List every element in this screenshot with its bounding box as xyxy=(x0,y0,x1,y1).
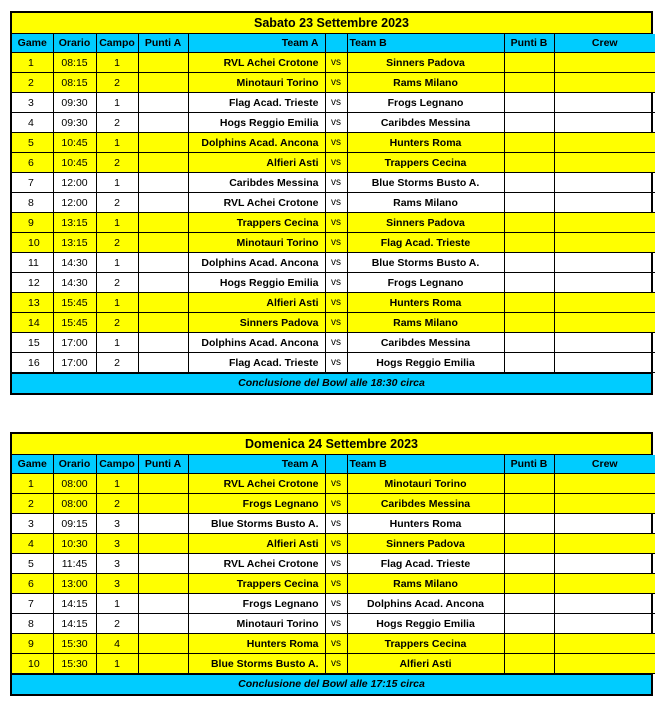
points-b-cell xyxy=(504,654,554,674)
team-a-cell: RVL Achei Crotone xyxy=(188,474,325,494)
header-points-b: Punti B xyxy=(504,455,554,474)
table-row xyxy=(12,614,655,634)
crew-cell xyxy=(554,213,655,233)
points-b-cell xyxy=(504,353,554,373)
game-number-cell: 10 xyxy=(12,233,53,253)
game-time-cell: 11:45 xyxy=(53,554,96,574)
team-b-cell: Caribdes Messina xyxy=(347,494,504,514)
points-b-cell xyxy=(504,93,554,113)
table-header-row xyxy=(12,34,655,53)
team-b-cell: Flag Acad. Trieste xyxy=(347,233,504,253)
table-row xyxy=(12,574,655,594)
team-a-cell: Blue Storms Busto A. xyxy=(188,514,325,534)
team-b-cell: Frogs Legnano xyxy=(347,93,504,113)
vs-cell: vs xyxy=(325,534,347,554)
points-a-cell xyxy=(138,654,188,674)
game-time-cell: 09:30 xyxy=(53,93,96,113)
game-number-cell: 4 xyxy=(12,534,53,554)
vs-cell: vs xyxy=(325,113,347,133)
vs-cell: vs xyxy=(325,614,347,634)
vs-cell: vs xyxy=(325,273,347,293)
game-field-cell: 4 xyxy=(96,634,138,654)
vs-cell: vs xyxy=(325,233,347,253)
points-b-cell xyxy=(504,133,554,153)
points-b-cell xyxy=(504,173,554,193)
game-number-cell: 6 xyxy=(12,574,53,594)
game-number-cell: 14 xyxy=(12,313,53,333)
header-crew: Crew xyxy=(554,455,655,474)
game-field-cell: 1 xyxy=(96,213,138,233)
game-field-cell: 3 xyxy=(96,514,138,534)
crew-cell xyxy=(554,133,655,153)
team-b-cell: Blue Storms Busto A. xyxy=(347,253,504,273)
points-b-cell xyxy=(504,193,554,213)
vs-cell: vs xyxy=(325,654,347,674)
game-number-cell: 9 xyxy=(12,213,53,233)
points-a-cell xyxy=(138,353,188,373)
crew-cell xyxy=(554,313,655,333)
game-time-cell: 13:15 xyxy=(53,213,96,233)
team-b-cell: Rams Milano xyxy=(347,313,504,333)
crew-cell xyxy=(554,273,655,293)
points-b-cell xyxy=(504,253,554,273)
game-field-cell: 1 xyxy=(96,654,138,674)
team-a-cell: Dolphins Acad. Ancona xyxy=(188,133,325,153)
vs-cell: vs xyxy=(325,173,347,193)
header-game: Game xyxy=(12,455,53,474)
header-points-a: Punti A xyxy=(138,455,188,474)
game-time-cell: 14:30 xyxy=(53,273,96,293)
games-body xyxy=(12,474,655,674)
points-a-cell xyxy=(138,153,188,173)
team-a-cell: Trappers Cecina xyxy=(188,213,325,233)
game-time-cell: 13:15 xyxy=(53,233,96,253)
game-field-cell: 3 xyxy=(96,534,138,554)
game-number-cell: 1 xyxy=(12,474,53,494)
vs-cell: vs xyxy=(325,554,347,574)
team-a-cell: Alfieri Asti xyxy=(188,153,325,173)
game-number-cell: 5 xyxy=(12,133,53,153)
points-b-cell xyxy=(504,614,554,634)
crew-cell xyxy=(554,233,655,253)
team-a-cell: RVL Achei Crotone xyxy=(188,554,325,574)
game-number-cell: 13 xyxy=(12,293,53,313)
game-time-cell: 09:30 xyxy=(53,113,96,133)
team-b-cell: Sinners Padova xyxy=(347,213,504,233)
crew-cell xyxy=(554,73,655,93)
team-a-cell: Trappers Cecina xyxy=(188,574,325,594)
points-b-cell xyxy=(504,213,554,233)
header-team-b: Team B xyxy=(347,455,504,474)
schedule-footer: Conclusione del Bowl alle 17:15 circa xyxy=(12,674,651,694)
game-number-cell: 11 xyxy=(12,253,53,273)
game-field-cell: 1 xyxy=(96,594,138,614)
table-row xyxy=(12,213,655,233)
points-a-cell xyxy=(138,193,188,213)
points-b-cell xyxy=(504,313,554,333)
vs-cell: vs xyxy=(325,574,347,594)
team-b-cell: Caribdes Messina xyxy=(347,113,504,133)
vs-cell: vs xyxy=(325,353,347,373)
table-row xyxy=(12,534,655,554)
team-a-cell: Sinners Padova xyxy=(188,313,325,333)
header-points-b: Punti B xyxy=(504,34,554,53)
points-b-cell xyxy=(504,273,554,293)
points-a-cell xyxy=(138,133,188,153)
team-a-cell: Minotauri Torino xyxy=(188,233,325,253)
points-a-cell xyxy=(138,594,188,614)
team-b-cell: Sinners Padova xyxy=(347,534,504,554)
crew-cell xyxy=(554,534,655,554)
team-a-cell: Hogs Reggio Emilia xyxy=(188,113,325,133)
team-a-cell: Flag Acad. Trieste xyxy=(188,93,325,113)
table-header-row xyxy=(12,455,655,474)
team-b-cell: Alfieri Asti xyxy=(347,654,504,674)
game-field-cell: 2 xyxy=(96,494,138,514)
game-field-cell: 2 xyxy=(96,273,138,293)
team-a-cell: RVL Achei Crotone xyxy=(188,53,325,73)
team-b-cell: Minotauri Torino xyxy=(347,474,504,494)
game-field-cell: 3 xyxy=(96,554,138,574)
crew-cell xyxy=(554,634,655,654)
crew-cell xyxy=(554,594,655,614)
game-number-cell: 4 xyxy=(12,113,53,133)
team-a-cell: Flag Acad. Trieste xyxy=(188,353,325,373)
table-row xyxy=(12,193,655,213)
points-a-cell xyxy=(138,514,188,534)
game-time-cell: 09:15 xyxy=(53,514,96,534)
points-a-cell xyxy=(138,634,188,654)
game-field-cell: 2 xyxy=(96,233,138,253)
team-b-cell: Hogs Reggio Emilia xyxy=(347,614,504,634)
points-a-cell xyxy=(138,53,188,73)
points-a-cell xyxy=(138,534,188,554)
table-row xyxy=(12,353,655,373)
crew-cell xyxy=(554,173,655,193)
points-a-cell xyxy=(138,313,188,333)
points-a-cell xyxy=(138,113,188,133)
game-field-cell: 2 xyxy=(96,614,138,634)
points-b-cell xyxy=(504,474,554,494)
header-time: Orario xyxy=(53,455,96,474)
game-number-cell: 8 xyxy=(12,193,53,213)
team-b-cell: Dolphins Acad. Ancona xyxy=(347,594,504,614)
header-game: Game xyxy=(12,34,53,53)
points-a-cell xyxy=(138,233,188,253)
vs-cell: vs xyxy=(325,53,347,73)
team-b-cell: Caribdes Messina xyxy=(347,333,504,353)
table-row xyxy=(12,634,655,654)
game-time-cell: 17:00 xyxy=(53,353,96,373)
game-time-cell: 10:45 xyxy=(53,133,96,153)
table-row xyxy=(12,173,655,193)
team-a-cell: Dolphins Acad. Ancona xyxy=(188,333,325,353)
points-b-cell xyxy=(504,494,554,514)
points-a-cell xyxy=(138,474,188,494)
game-time-cell: 14:15 xyxy=(53,614,96,634)
points-a-cell xyxy=(138,574,188,594)
crew-cell xyxy=(554,333,655,353)
game-field-cell: 2 xyxy=(96,313,138,333)
schedule-table xyxy=(12,34,655,373)
game-time-cell: 10:30 xyxy=(53,534,96,554)
points-a-cell xyxy=(138,554,188,574)
game-field-cell: 1 xyxy=(96,133,138,153)
vs-cell: vs xyxy=(325,293,347,313)
vs-cell: vs xyxy=(325,193,347,213)
table-row xyxy=(12,494,655,514)
game-number-cell: 6 xyxy=(12,153,53,173)
team-b-cell: Rams Milano xyxy=(347,193,504,213)
header-vs-spacer xyxy=(325,34,347,53)
crew-cell xyxy=(554,93,655,113)
table-row xyxy=(12,554,655,574)
game-field-cell: 1 xyxy=(96,53,138,73)
points-b-cell xyxy=(504,634,554,654)
header-team-a: Team A xyxy=(188,455,325,474)
vs-cell: vs xyxy=(325,594,347,614)
table-row xyxy=(12,53,655,73)
game-time-cell: 14:30 xyxy=(53,253,96,273)
crew-cell xyxy=(554,574,655,594)
schedule-title: Sabato 23 Settembre 2023 xyxy=(12,13,651,34)
points-a-cell xyxy=(138,253,188,273)
schedule-table xyxy=(12,455,655,674)
team-a-cell: Frogs Legnano xyxy=(188,594,325,614)
points-a-cell xyxy=(138,213,188,233)
points-b-cell xyxy=(504,594,554,614)
header-field: Campo xyxy=(96,34,138,53)
game-field-cell: 1 xyxy=(96,293,138,313)
game-field-cell: 2 xyxy=(96,73,138,93)
game-field-cell: 1 xyxy=(96,173,138,193)
points-b-cell xyxy=(504,333,554,353)
game-number-cell: 15 xyxy=(12,333,53,353)
points-a-cell xyxy=(138,614,188,634)
points-b-cell xyxy=(504,574,554,594)
points-b-cell xyxy=(504,534,554,554)
game-time-cell: 14:15 xyxy=(53,594,96,614)
table-row xyxy=(12,73,655,93)
team-b-cell: Hunters Roma xyxy=(347,514,504,534)
game-number-cell: 12 xyxy=(12,273,53,293)
schedule-title: Domenica 24 Settembre 2023 xyxy=(12,434,651,455)
games-body xyxy=(12,53,655,373)
vs-cell: vs xyxy=(325,133,347,153)
vs-cell: vs xyxy=(325,333,347,353)
team-a-cell: Alfieri Asti xyxy=(188,293,325,313)
game-field-cell: 2 xyxy=(96,113,138,133)
crew-cell xyxy=(554,514,655,534)
table-row xyxy=(12,333,655,353)
game-time-cell: 15:30 xyxy=(53,654,96,674)
game-number-cell: 16 xyxy=(12,353,53,373)
team-a-cell: Alfieri Asti xyxy=(188,534,325,554)
game-time-cell: 15:45 xyxy=(53,293,96,313)
header-field: Campo xyxy=(96,455,138,474)
game-time-cell: 12:00 xyxy=(53,173,96,193)
game-number-cell: 9 xyxy=(12,634,53,654)
table-row xyxy=(12,514,655,534)
team-b-cell: Flag Acad. Trieste xyxy=(347,554,504,574)
vs-cell: vs xyxy=(325,213,347,233)
game-time-cell: 17:00 xyxy=(53,333,96,353)
header-team-b: Team B xyxy=(347,34,504,53)
table-row xyxy=(12,594,655,614)
points-b-cell xyxy=(504,554,554,574)
points-a-cell xyxy=(138,73,188,93)
crew-cell xyxy=(554,193,655,213)
crew-cell xyxy=(554,53,655,73)
points-b-cell xyxy=(504,73,554,93)
table-row xyxy=(12,273,655,293)
vs-cell: vs xyxy=(325,73,347,93)
points-b-cell xyxy=(504,514,554,534)
crew-cell xyxy=(554,113,655,133)
table-row xyxy=(12,293,655,313)
table-row xyxy=(12,133,655,153)
team-b-cell: Trappers Cecina xyxy=(347,153,504,173)
team-a-cell: Caribdes Messina xyxy=(188,173,325,193)
team-a-cell: RVL Achei Crotone xyxy=(188,193,325,213)
team-a-cell: Frogs Legnano xyxy=(188,494,325,514)
team-a-cell: Hunters Roma xyxy=(188,634,325,654)
crew-cell xyxy=(554,614,655,634)
crew-cell xyxy=(554,554,655,574)
table-row xyxy=(12,253,655,273)
points-a-cell xyxy=(138,494,188,514)
table-row xyxy=(12,474,655,494)
schedule-sunday xyxy=(10,432,653,696)
game-time-cell: 08:15 xyxy=(53,73,96,93)
vs-cell: vs xyxy=(325,93,347,113)
team-b-cell: Trappers Cecina xyxy=(347,634,504,654)
team-a-cell: Minotauri Torino xyxy=(188,614,325,634)
table-row xyxy=(12,153,655,173)
team-b-cell: Frogs Legnano xyxy=(347,273,504,293)
team-a-cell: Dolphins Acad. Ancona xyxy=(188,253,325,273)
vs-cell: vs xyxy=(325,253,347,273)
table-row xyxy=(12,313,655,333)
crew-cell xyxy=(554,474,655,494)
vs-cell: vs xyxy=(325,514,347,534)
game-field-cell: 1 xyxy=(96,333,138,353)
game-field-cell: 2 xyxy=(96,193,138,213)
game-time-cell: 12:00 xyxy=(53,193,96,213)
points-a-cell xyxy=(138,273,188,293)
game-time-cell: 08:00 xyxy=(53,474,96,494)
header-vs-spacer xyxy=(325,455,347,474)
game-time-cell: 15:45 xyxy=(53,313,96,333)
points-b-cell xyxy=(504,233,554,253)
team-b-cell: Blue Storms Busto A. xyxy=(347,173,504,193)
team-b-cell: Hunters Roma xyxy=(347,293,504,313)
points-a-cell xyxy=(138,173,188,193)
crew-cell xyxy=(554,293,655,313)
team-a-cell: Blue Storms Busto A. xyxy=(188,654,325,674)
header-time: Orario xyxy=(53,34,96,53)
vs-cell: vs xyxy=(325,153,347,173)
table-row xyxy=(12,233,655,253)
team-b-cell: Hunters Roma xyxy=(347,133,504,153)
game-number-cell: 3 xyxy=(12,93,53,113)
table-row xyxy=(12,93,655,113)
game-number-cell: 3 xyxy=(12,514,53,534)
game-time-cell: 13:00 xyxy=(53,574,96,594)
points-b-cell xyxy=(504,113,554,133)
points-a-cell xyxy=(138,333,188,353)
team-b-cell: Rams Milano xyxy=(347,574,504,594)
table-row xyxy=(12,654,655,674)
game-number-cell: 2 xyxy=(12,73,53,93)
points-b-cell xyxy=(504,293,554,313)
header-points-a: Punti A xyxy=(138,34,188,53)
game-field-cell: 1 xyxy=(96,474,138,494)
schedule-saturday xyxy=(10,11,653,395)
vs-cell: vs xyxy=(325,634,347,654)
team-b-cell: Sinners Padova xyxy=(347,53,504,73)
game-field-cell: 2 xyxy=(96,153,138,173)
game-number-cell: 1 xyxy=(12,53,53,73)
points-a-cell xyxy=(138,293,188,313)
game-field-cell: 1 xyxy=(96,93,138,113)
crew-cell xyxy=(554,253,655,273)
table-row xyxy=(12,113,655,133)
crew-cell xyxy=(554,353,655,373)
game-field-cell: 2 xyxy=(96,353,138,373)
header-crew: Crew xyxy=(554,34,655,53)
game-field-cell: 3 xyxy=(96,574,138,594)
crew-cell xyxy=(554,494,655,514)
points-a-cell xyxy=(138,93,188,113)
game-field-cell: 1 xyxy=(96,253,138,273)
game-time-cell: 10:45 xyxy=(53,153,96,173)
game-number-cell: 10 xyxy=(12,654,53,674)
game-time-cell: 08:00 xyxy=(53,494,96,514)
crew-cell xyxy=(554,654,655,674)
crew-cell xyxy=(554,153,655,173)
points-b-cell xyxy=(504,53,554,73)
team-a-cell: Hogs Reggio Emilia xyxy=(188,273,325,293)
points-b-cell xyxy=(504,153,554,173)
game-number-cell: 2 xyxy=(12,494,53,514)
team-b-cell: Rams Milano xyxy=(347,73,504,93)
team-b-cell: Hogs Reggio Emilia xyxy=(347,353,504,373)
vs-cell: vs xyxy=(325,494,347,514)
header-team-a: Team A xyxy=(188,34,325,53)
game-number-cell: 7 xyxy=(12,594,53,614)
game-time-cell: 08:15 xyxy=(53,53,96,73)
vs-cell: vs xyxy=(325,474,347,494)
team-a-cell: Minotauri Torino xyxy=(188,73,325,93)
vs-cell: vs xyxy=(325,313,347,333)
game-number-cell: 5 xyxy=(12,554,53,574)
game-number-cell: 7 xyxy=(12,173,53,193)
game-time-cell: 15:30 xyxy=(53,634,96,654)
game-number-cell: 8 xyxy=(12,614,53,634)
schedule-footer: Conclusione del Bowl alle 18:30 circa xyxy=(12,373,651,393)
